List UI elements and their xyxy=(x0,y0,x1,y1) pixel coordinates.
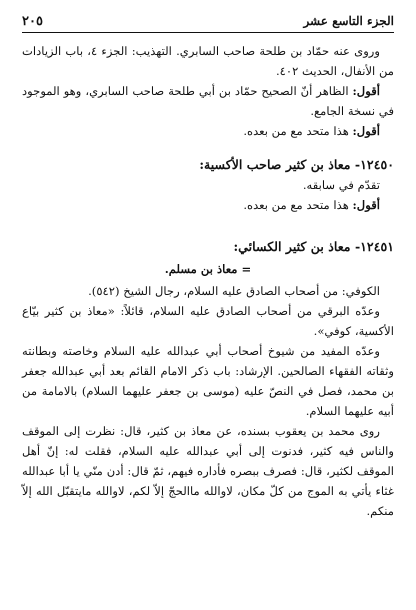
aqulu-label: أقول: xyxy=(352,124,380,138)
entry-12451-same-as: = معاذ بن مسلم. xyxy=(164,262,252,276)
paragraph-3-text: هذا متحد مع من بعده. xyxy=(243,124,353,138)
entry-12451-title: ١٢٤٥١- معاذ بن كثير الكسائي: xyxy=(233,239,394,254)
entry-12451-para-b: وعدّه البرقي من أصحاب الصادق عليه السلام، قائلاً: «معاذ بن كثير بيّاع الأكسية، كوفي». xyxy=(22,304,394,338)
entry-12450-line-2-text: هذا متحد مع من بعده. xyxy=(243,198,353,212)
entry-12451-para-c: وعدّه المفيد من شيوخ أصحاب أبي عبدالله عليه السلام وخاصته وبطانته وثقاته الفقهاء الصالحين. الإرشاد: باب ذكر الامام القائم بعد أبي عبدالله جعفر بن محمد، فصل في النصّ عليه (موسى بن جعفر عليهما السلام) بالامامة من أبيه عليهما السلام. xyxy=(22,344,394,418)
paragraph-3 xyxy=(22,121,394,141)
running-header xyxy=(22,14,394,33)
aqulu-label: أقول: xyxy=(352,84,380,98)
entry-12450-line-2 xyxy=(22,195,394,215)
page-body xyxy=(22,41,394,521)
paragraph-2-text: الظاهر أنّ الصحيح حمّاد بن أبي طلحة صاحب السابري، وهو الموجود في نسخة الجامع. xyxy=(22,84,394,118)
page-number: ٢٠٥ xyxy=(22,14,43,29)
entry-12450-line-1: تقدّم في سابقه. xyxy=(302,178,380,192)
entry-12451-para-d: روى محمد بن يعقوب بسنده، عن معاذ بن كثير، قال: نظرت إلى الموقف والناس فيه كثير، فدنوت إلى أبي عبدالله عليه السلام، فقلت له: إنّ أهل الموقف لكثير، قال: فصرف ببصره فأداره فيهم، ثمّ قال: أدن منّي يا أبا عبدالله غثاء يأتي به الموج من كلّ مكان، لاوالله ماالحجّ إلاّ لكم، لاوالله مايتقبّل الله إلاّ منكم. xyxy=(22,424,394,518)
volume-title: الجزء التاسع عشر xyxy=(303,14,394,28)
entry-12450-title: ١٢٤٥٠- معاذ بن كثير صاحب الأكسية: xyxy=(199,157,394,172)
entry-12451-para-a: الكوفي: من أصحاب الصادق عليه السلام، رجال الشيخ (٥٤٢). xyxy=(88,284,380,298)
book-page xyxy=(22,14,394,521)
aqulu-label: أقول: xyxy=(352,198,380,212)
paragraph-2 xyxy=(22,81,394,121)
paragraph-1: وروى عنه حمّاد بن طلحة صاحب السابري. التهذيب: الجزء ٤، باب الزيادات من الأنفال، الحديث ٤٠٢. xyxy=(22,44,394,78)
